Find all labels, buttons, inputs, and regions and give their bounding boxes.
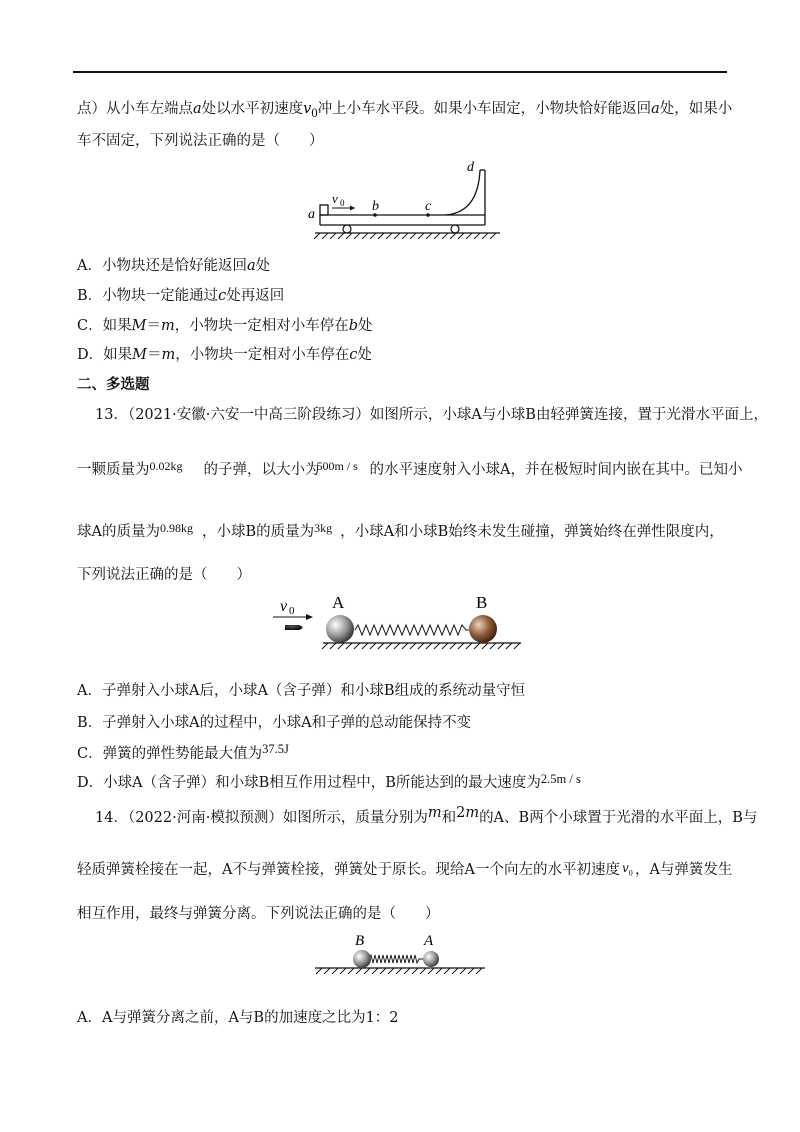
q12-fig-label-c: c: [425, 199, 432, 214]
q14-v0: v: [621, 861, 629, 875]
header-rule: [73, 71, 727, 73]
q13-fig-label-b: B: [476, 593, 488, 612]
q14-stem-line1: 14．（2022·河南·模拟预测）如图所示，质量分别为m和2m的A、B两个小球置于光滑的水平面上，B与: [95, 805, 758, 826]
q12-option-d[interactable]: D．如果M＝m，小物块一定相对小车停在c处: [77, 347, 372, 363]
q13-fig-v0-sub: 0: [289, 605, 295, 617]
q14-fig-label-a: A: [424, 933, 434, 949]
q12-cart-figure: [300, 155, 515, 245]
section-title: 二、多选题: [77, 376, 150, 393]
q12-stem-line1: 点）从小车左端点a处以水平初速度$v_0$冲上小车水平段。如果小车固定，小物块恰好能返回a处，如果小: [77, 101, 733, 120]
q13-option-a[interactable]: A．子弹射入小球A后，小球A（含子弹）和小球B组成的系统动量守恒: [77, 683, 526, 699]
q13-fig-label-a: A: [332, 593, 345, 612]
q12-stem-line2: 车不固定，下列说法正确的是（ ）: [77, 133, 324, 149]
q14-option-a[interactable]: A．A与弹簧分离之前，A与B的加速度之比为1：2: [77, 1010, 399, 1026]
q13-spring-figure: [268, 590, 533, 660]
q13-option-b[interactable]: B．子弹射入小球A的过程中，小球A和子弹的总动能保持不变: [77, 715, 472, 731]
q13-stem-line4: 下列说法正确的是（ ）: [77, 567, 251, 583]
q13-mass-a: 0.98kg: [159, 521, 193, 535]
q12-fig-label-b: b: [372, 199, 379, 214]
q13-option-d[interactable]: D．小球A（含子弹）和小球B相互作用过程中，B所能达到的最大速度为2.5m / s: [77, 772, 581, 791]
q14-stem-line2: 轻质弹簧栓接在一起，A不与弹簧栓接，弹簧处于原长。现给A一个向左的水平初速度 $v_0$ ，A与弹簧发生: [77, 861, 733, 878]
q14-spring-figure: [310, 928, 490, 983]
q13-stem-line2: 一颗质量为 0.02kg 的子弹，以大小为 500m / s 的水平速度射入小球A，并在极短时间内嵌在其中。已知小: [77, 460, 742, 480]
q13-stem-line1: 13．（2021·安徽·六安一中高三阶段练习）如图所示，小球A与小球B由轻弹簧连接，置于光滑水平面上，: [95, 407, 768, 423]
q12-fig-label-a: a: [308, 207, 315, 222]
q12-fig-label-d: d: [467, 160, 474, 175]
q13-speed: 500m / s: [316, 459, 358, 473]
q12-option-a[interactable]: A．小物块还是恰好能返回a处: [77, 258, 271, 274]
q12-fig-v0-label: v: [332, 191, 338, 206]
q14-fig-label-b: B: [355, 933, 365, 949]
q13-stem-line3: 球A的质量为 0.98kg ，小球B的质量为 3kg ，小球A和小球B始终未发生碰撞，弹簧始终在弹性限度内，: [77, 522, 724, 542]
q12-fig-v0-sub: 0: [340, 198, 345, 208]
q14-stem-line3: 相互作用，最终与弹簧分离。下列说法正确的是（ ）: [77, 906, 440, 922]
q12-option-c[interactable]: C．如果M＝m，小物块一定相对小车停在b处: [77, 318, 373, 334]
q13-option-c[interactable]: C．弹簧的弹性势能最大值为37.5J: [77, 742, 289, 762]
q12-option-b[interactable]: B．小物块一定能通过c处再返回: [77, 288, 285, 304]
q13-fig-v0-label: v: [280, 598, 288, 615]
q13-bullet-mass: 0.02kg: [149, 459, 183, 473]
q13-mass-b: 3kg: [314, 521, 333, 535]
